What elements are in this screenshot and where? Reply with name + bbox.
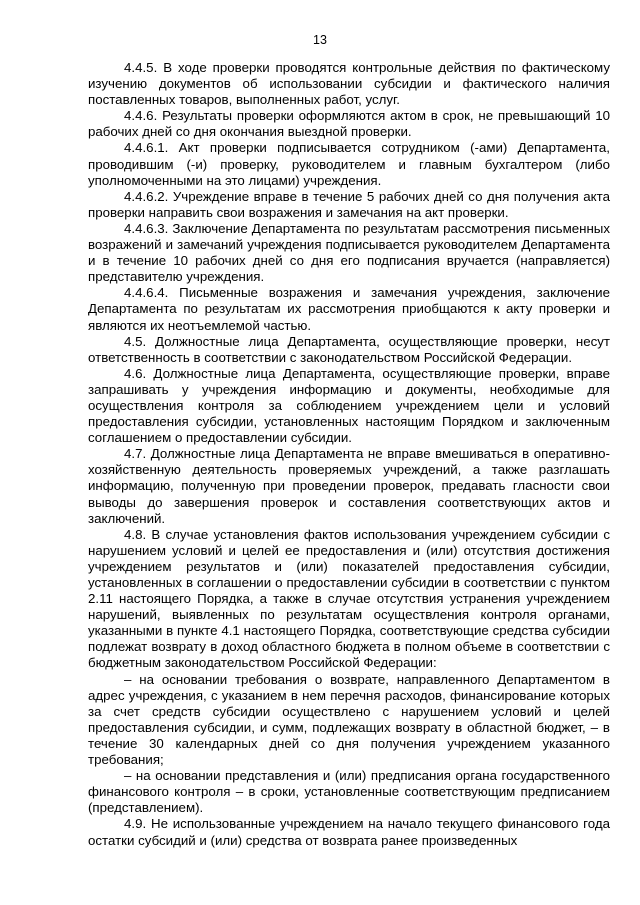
paragraph-4-9: 4.9. Не использованные учреждением на начало текущего финансового года остатки субсидий и (или) средства от возврата ранее произведенных — [88, 816, 610, 848]
paragraph-4-4-6-1: 4.4.6.1. Акт проверки подписывается сотрудником (-ами) Департамента, проводившим (-и) проверку, руководителем и главным бухгалтером (либо уполномоченными на это лицами) учреждения. — [88, 140, 610, 188]
paragraph-4-4-6-3: 4.4.6.3. Заключение Департамента по результатам рассмотрения письменных возражений и замечаний учреждения подписывается руководителем Департамента и в течение 10 рабочих дней со дня его подписания вручается (направляется) представителю учреждения. — [88, 220, 610, 285]
paragraph-4-8: 4.8. В случае установления фактов использования учреждением субсидии с нарушением условий и целей ее предоставления и (или) отсутствия достижения учреждением результатов и (или) показателей предоставления субсидии, установленных в соглашении о предоставлении субсидии в соответствии с пунктом 2.11 настоящего Порядка, а также в случае отсутствия устранения учреждением нарушений, выявленных по результатам осуществления контроля органами, указанными в пункте 4.1 настоящего Порядка, соответствующие средства субсидии подлежат возврату в доход областного бюджета в полном объеме в соответствии с бюджетным законодательством Российской Федерации: — [88, 526, 610, 671]
paragraph-4-4-6-2: 4.4.6.2. Учреждение вправе в течение 5 рабочих дней со дня получения акта проверки направить свои возражения и замечания на акт проверки. — [88, 188, 610, 220]
paragraph-4-4-5: 4.4.5. В ходе проверки проводятся контрольные действия по фактическому изучению документов об использовании субсидии и фактического наличия поставленных товаров, выполненных работ, услуг. — [88, 60, 610, 108]
paragraph-4-4-6: 4.4.6. Результаты проверки оформляются актом в срок, не превышающий 10 рабочих дней со дня окончания выездной проверки. — [88, 108, 610, 140]
paragraph-4-7: 4.7. Должностные лица Департамента не вправе вмешиваться в оперативно-хозяйственную деятельность проверяемых учреждений, а также разглашать информацию, полученную при проведении проверок, предавать гласности свои выводы до завершения проверок и составления соответствующих актов и заключений. — [88, 446, 610, 526]
document-body — [88, 60, 610, 849]
paragraph-4-8-item-1: – на основании требования о возврате, направленного Департаментом в адрес учреждения, с указанием в нем перечня расходов, финансирование которых за счет средств субсидии осуществлено с нарушением условий и целей предоставления субсидии, и сумм, подлежащих возврату в областной бюджет, – в течение 30 календарных дней со дня получения учреждением указанного требования; — [88, 671, 610, 768]
paragraph-4-8-item-2: – на основании представления и (или) предписания органа государственного финансового контроля – в сроки, установленные соответствующим предписанием (представлением). — [88, 768, 610, 816]
paragraph-4-5: 4.5. Должностные лица Департамента, осуществляющие проверки, несут ответственность в соответствии с законодательством Российской Федерации. — [88, 333, 610, 365]
paragraph-4-4-6-4: 4.4.6.4. Письменные возражения и замечания учреждения, заключение Департамента по результатам их рассмотрения приобщаются к акту проверки и являются их неотъемлемой частью. — [88, 285, 610, 333]
page-number: 13 — [313, 33, 327, 47]
paragraph-4-6: 4.6. Должностные лица Департамента, осуществляющие проверки, вправе запрашивать у учреждения информацию и документы, необходимые для осуществления контроля за соблюдением учреждением цели и условий предоставления субсидии, установленных настоящим Порядком и заключенным соглашением о предоставлении субсидии. — [88, 365, 610, 446]
